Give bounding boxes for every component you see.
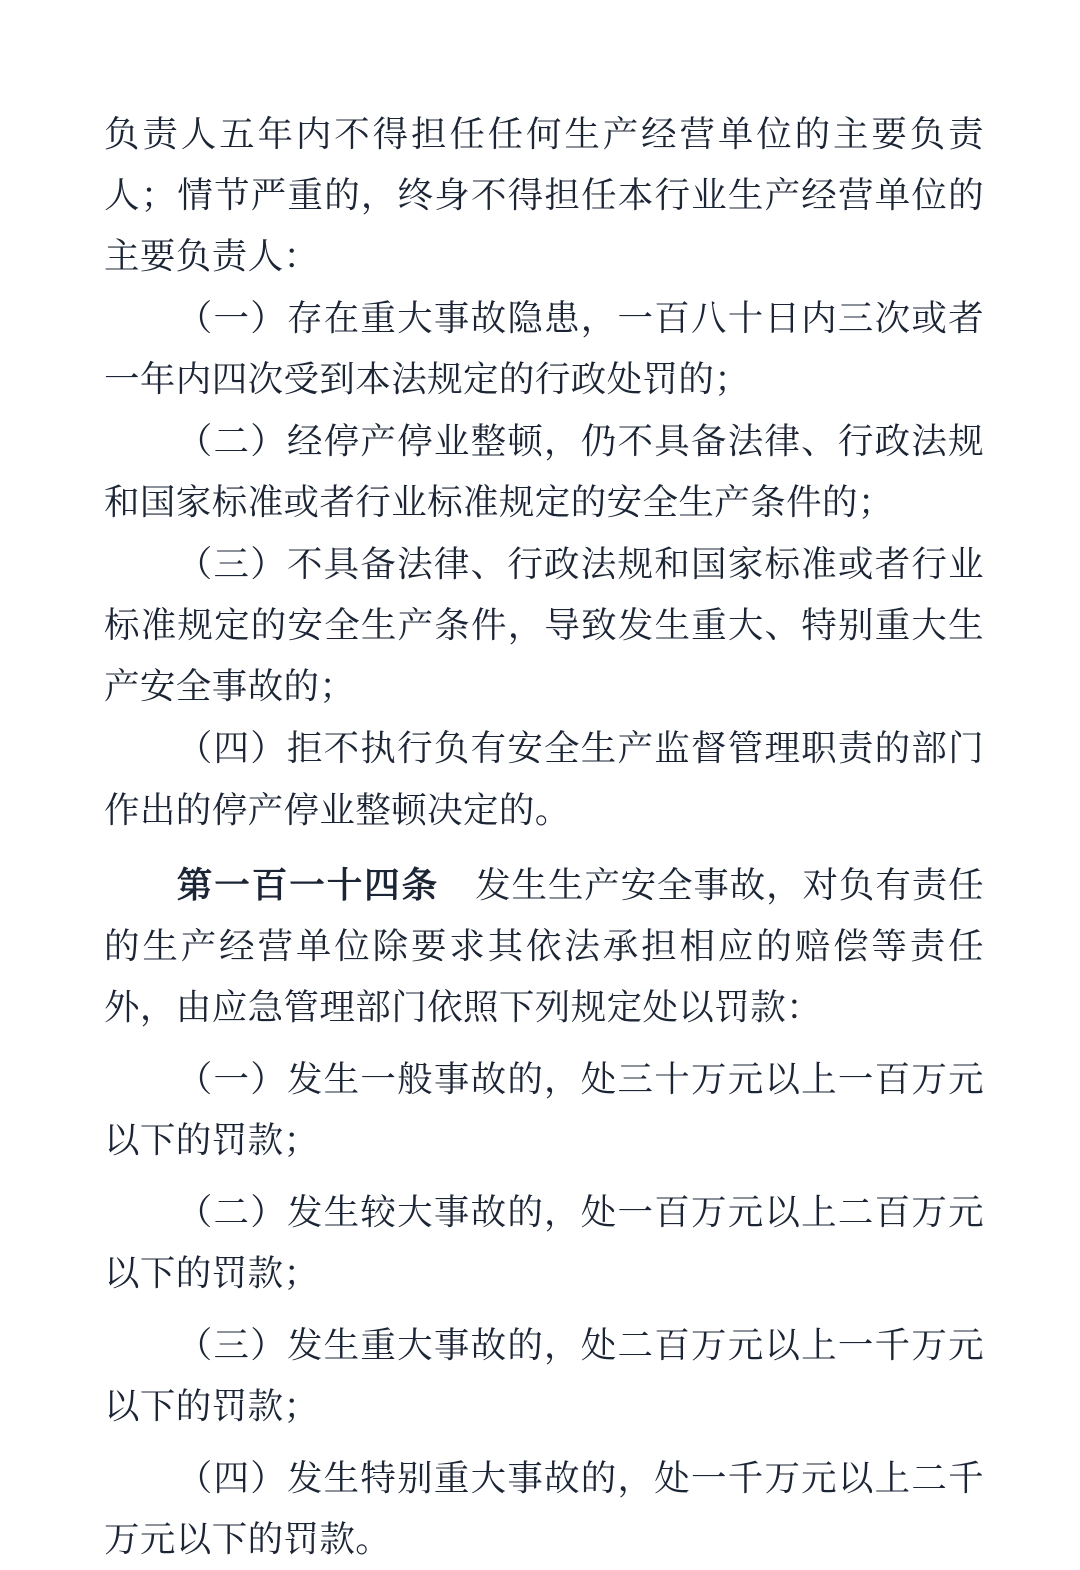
article-item-four: （四）发生特别重大事故的，处一千万元以上二千万元以下的罚款。: [104, 1457, 984, 1561]
document-body: [104, 104, 984, 1570]
article-item-three: （三）发生重大事故的，处二百万元以上一千万元以下的罚款；: [104, 1324, 984, 1427]
list-item-two: （二）经停产停业整顿，仍不具备法律、行政法规和国家标准或者行业标准规定的安全生产条件的；: [104, 421, 984, 524]
spacer: [104, 1438, 984, 1448]
article-114-label: 第一百一十四条: [176, 864, 440, 906]
spacer: [104, 1039, 984, 1049]
article-item-two: （二）发生较大事故的，处一百万元以上二百万元以下的罚款；: [104, 1191, 984, 1294]
list-item-one: （一）存在重大事故隐患，一百八十日内三次或者一年内四次受到本法规定的行政处罚的；: [104, 298, 984, 401]
paragraph-continuation: 负责人五年内不得担任任何生产经营单位的主要负责人；情节严重的，终身不得担任本行业生产经营单位的主要负责人：: [104, 114, 984, 278]
spacer: [104, 1305, 984, 1315]
spacer: [104, 1172, 984, 1182]
list-item-four: （四）拒不执行负有安全生产监督管理职责的部门作出的停产停业整顿决定的。: [104, 728, 984, 831]
article-114-text: 发生生产安全事故，对负有责任的生产经营单位除要求其依法承担相应的赔偿等责任外，由应急管理部门依照下列规定处以罚款：: [104, 864, 984, 1028]
article-item-one: （一）发生一般事故的，处三十万元以上一百万元以下的罚款；: [104, 1058, 984, 1161]
list-item-three: （三）不具备法律、行政法规和国家标准或者行业标准规定的安全生产条件，导致发生重大、特别重大生产安全事故的；: [104, 544, 984, 708]
article-114-paragraph: [104, 855, 984, 1038]
